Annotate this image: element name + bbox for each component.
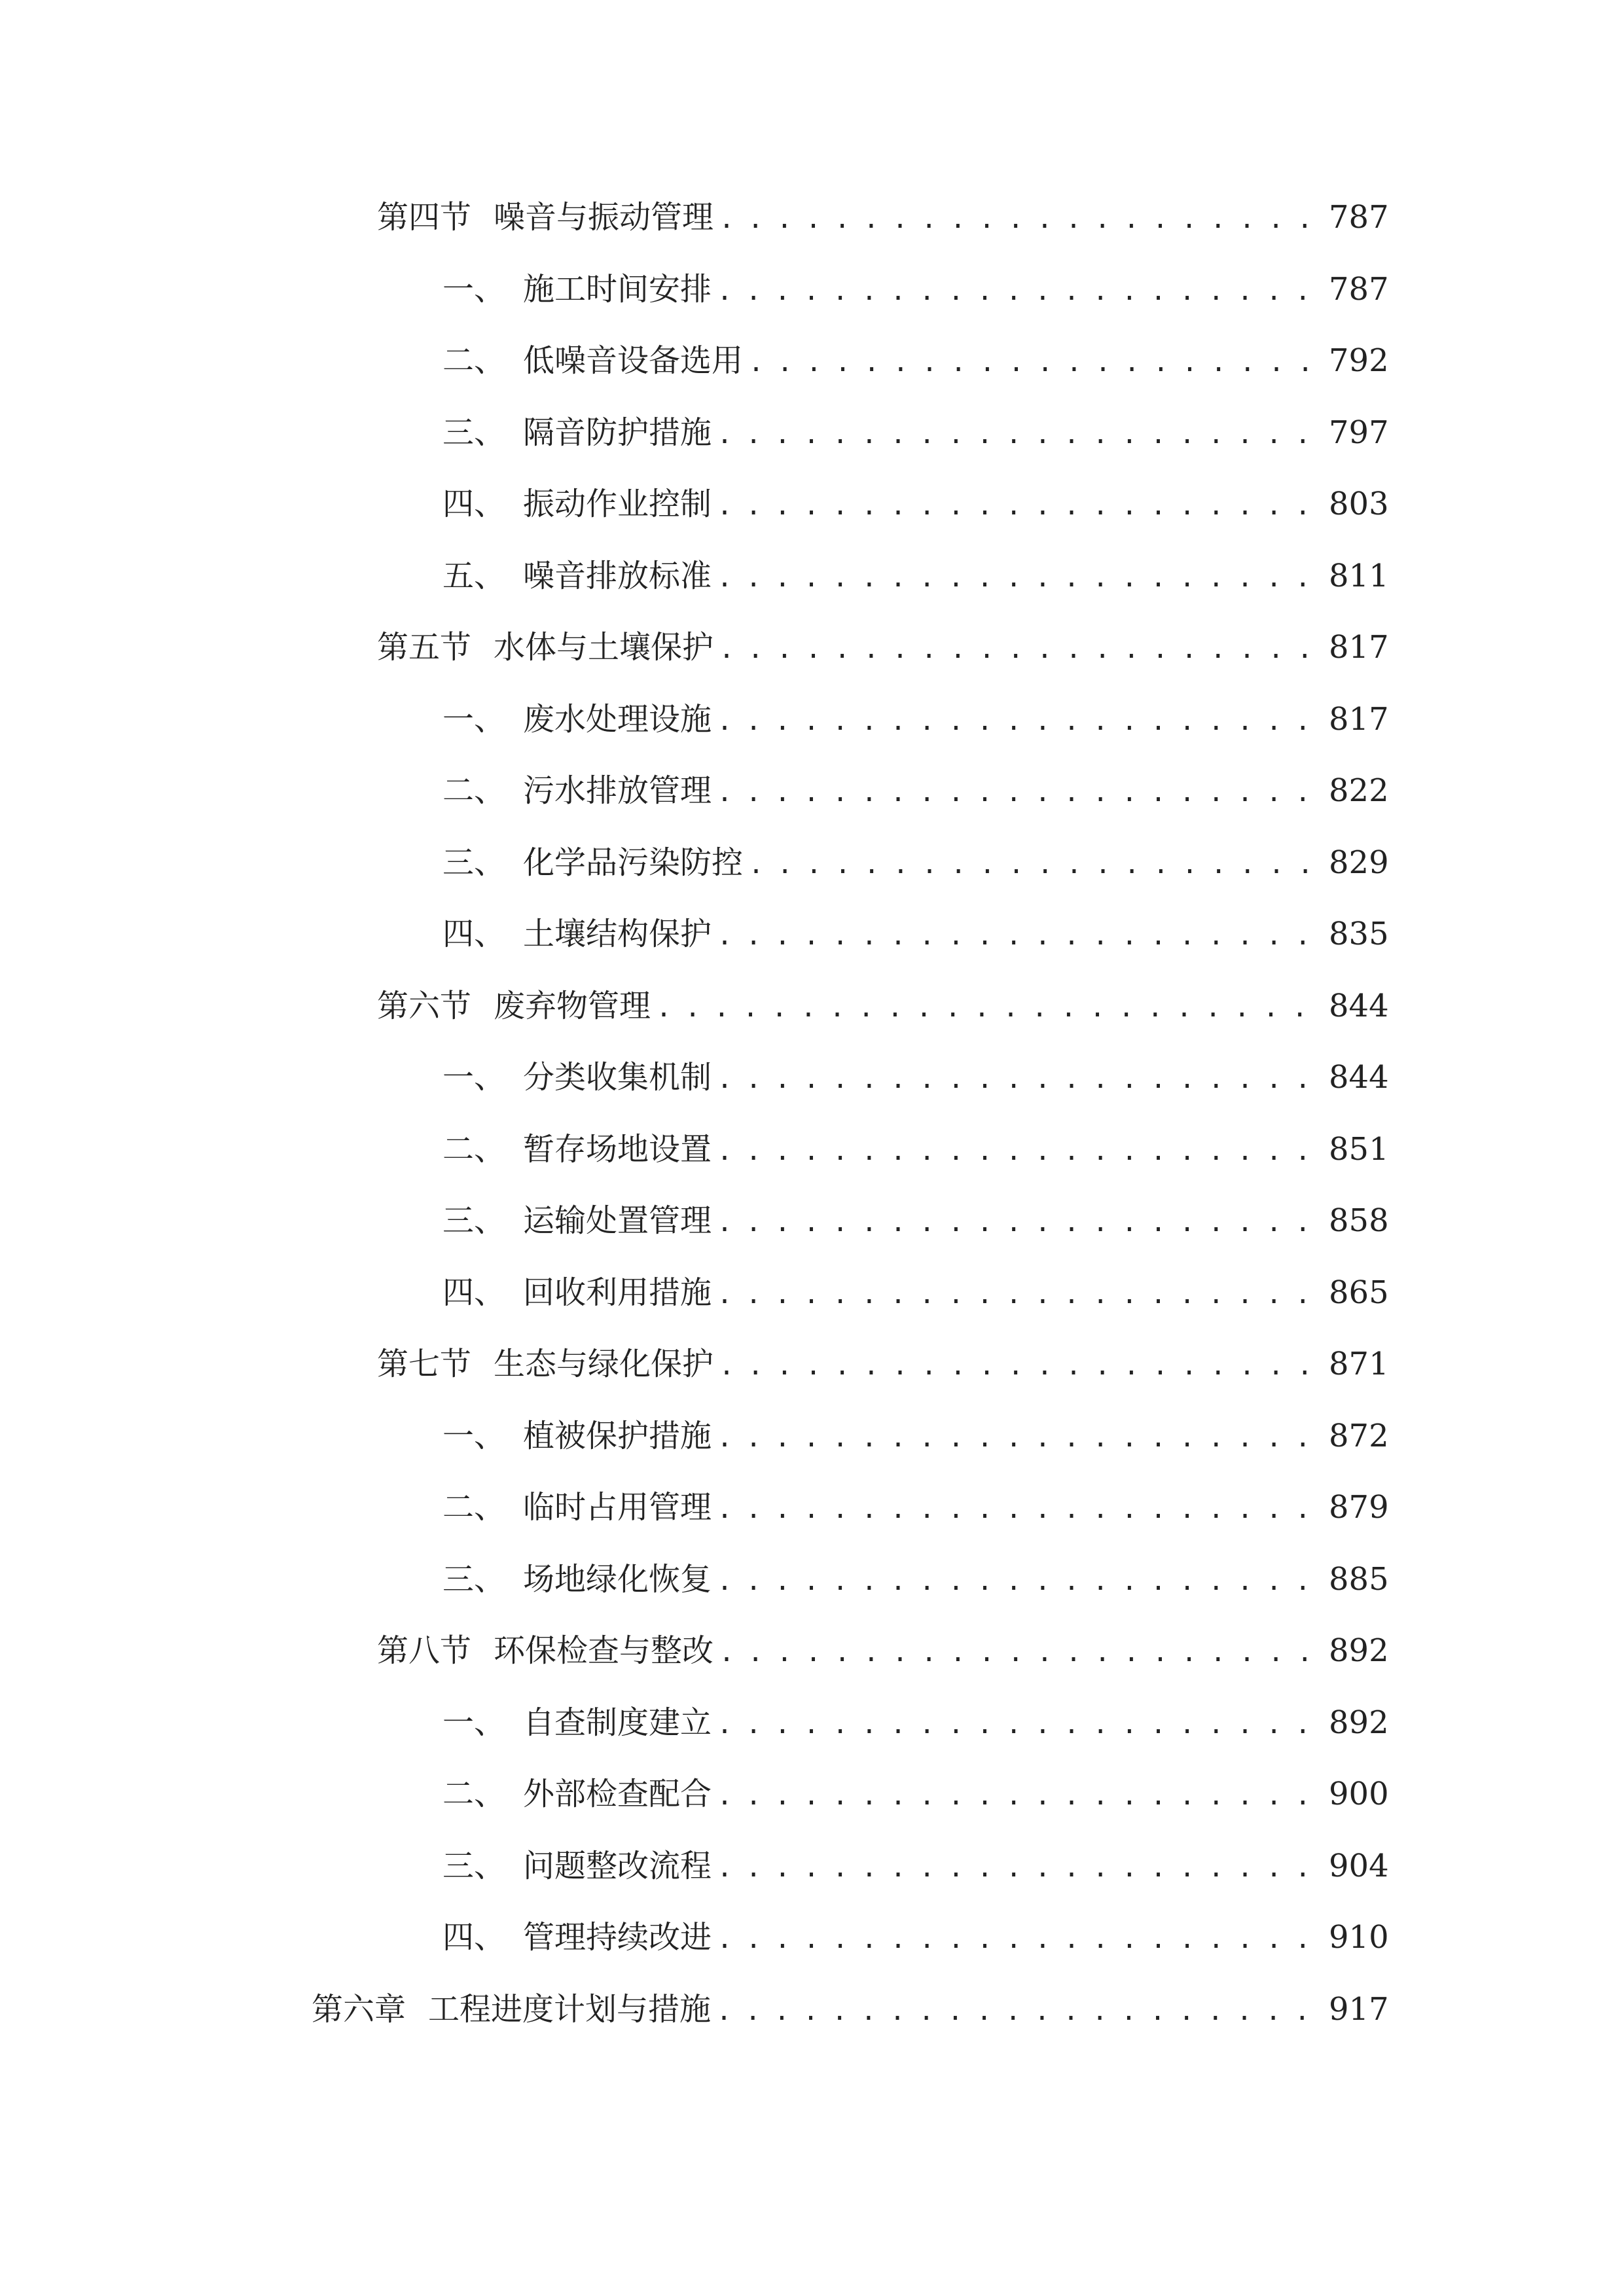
toc-entry-section[interactable] xyxy=(377,986,1389,1026)
dot-leader xyxy=(717,415,1317,454)
toc-entry-title: 临时占用管理 xyxy=(523,1489,712,1526)
toc-page-number: 858 xyxy=(1329,1202,1389,1239)
toc-page-number: 900 xyxy=(1329,1776,1389,1812)
toc-entry-number: 二、 xyxy=(442,1776,506,1812)
dot-leader xyxy=(717,1848,1317,1888)
toc-entry-item[interactable] xyxy=(442,484,1389,524)
toc-page-number: 844 xyxy=(1329,1059,1389,1096)
toc-page-number: 892 xyxy=(1329,1632,1389,1669)
toc-entry-number: 二、 xyxy=(442,342,506,379)
toc-entry-title: 回收利用措施 xyxy=(523,1274,712,1311)
dot-leader xyxy=(717,702,1317,741)
toc-page-number: 871 xyxy=(1329,1346,1389,1382)
dot-leader xyxy=(717,1060,1317,1099)
dot-leader xyxy=(717,1776,1317,1816)
toc-entry-item[interactable] xyxy=(442,270,1389,309)
toc-page-number: 904 xyxy=(1329,1848,1389,1884)
dot-leader xyxy=(719,200,1317,239)
toc-entry-number: 三、 xyxy=(442,1561,506,1598)
toc-entry-title: 植被保护措施 xyxy=(523,1418,712,1454)
toc-entry-item[interactable] xyxy=(442,843,1389,882)
toc-entry-title: 生态与绿化保护 xyxy=(494,1346,714,1382)
toc-page-number: 787 xyxy=(1329,271,1389,308)
dot-leader xyxy=(748,845,1317,884)
toc-entry-number: 四、 xyxy=(442,1919,506,1956)
dot-leader xyxy=(717,1562,1317,1601)
toc-entry-item[interactable] xyxy=(442,1703,1389,1742)
toc-entry-title: 场地绿化恢复 xyxy=(523,1561,712,1598)
toc-entry-number: 第七节 xyxy=(377,1346,472,1382)
toc-page-number: 910 xyxy=(1329,1919,1389,1956)
toc-page-number: 817 xyxy=(1329,701,1389,738)
dot-leader xyxy=(717,1490,1317,1529)
toc-entry-number: 二、 xyxy=(442,772,506,809)
dot-leader xyxy=(719,1633,1317,1672)
toc-entry-title: 振动作业控制 xyxy=(523,486,712,522)
toc-entry-title: 工程进度计划与措施 xyxy=(428,1991,712,2028)
toc-entry-number: 三、 xyxy=(442,414,506,451)
toc-page-number: 792 xyxy=(1329,342,1389,379)
toc-entry-number: 二、 xyxy=(442,1489,506,1526)
toc-entry-section[interactable] xyxy=(377,198,1389,237)
toc-entry-title: 运输处置管理 xyxy=(523,1202,712,1239)
toc-page-number: 892 xyxy=(1329,1704,1389,1741)
toc-entry-item[interactable] xyxy=(442,1774,1389,1814)
toc-entry-title: 问题整改流程 xyxy=(523,1848,712,1884)
dot-leader xyxy=(716,1992,1317,2031)
toc-page-number: 811 xyxy=(1329,558,1389,594)
toc-page-number: 879 xyxy=(1329,1489,1389,1526)
dot-leader xyxy=(717,1275,1317,1314)
dot-leader xyxy=(717,1920,1317,1959)
toc-page-number: 872 xyxy=(1329,1418,1389,1454)
toc-entry-item[interactable] xyxy=(442,1201,1389,1240)
toc-entry-number: 四、 xyxy=(442,486,506,522)
toc-page-number: 797 xyxy=(1329,414,1389,451)
dot-leader xyxy=(717,1418,1317,1458)
toc-entry-item[interactable] xyxy=(442,700,1389,739)
toc-entry-item[interactable] xyxy=(442,771,1389,810)
dot-leader xyxy=(719,630,1317,669)
dot-leader xyxy=(717,558,1317,598)
toc-entry-title: 管理持续改进 xyxy=(523,1919,712,1956)
toc-entry-number: 三、 xyxy=(442,1848,506,1884)
toc-entry-item[interactable] xyxy=(442,1918,1389,1957)
toc-page-number: 817 xyxy=(1329,629,1389,666)
toc-entry-title: 隔音防护措施 xyxy=(523,414,712,451)
toc-entry-item[interactable] xyxy=(442,413,1389,452)
toc-entry-number: 二、 xyxy=(442,1131,506,1168)
dot-leader xyxy=(717,486,1317,526)
dot-leader xyxy=(717,1705,1317,1744)
dot-leader xyxy=(717,272,1317,311)
toc-entry-number: 一、 xyxy=(442,1704,506,1741)
dot-leader xyxy=(717,1203,1317,1242)
toc-entry-title: 土壤结构保护 xyxy=(523,916,712,952)
toc-page-number: 829 xyxy=(1329,844,1389,881)
toc-page-number: 865 xyxy=(1329,1274,1389,1311)
dot-leader xyxy=(717,916,1317,956)
toc-page-number: 885 xyxy=(1329,1561,1389,1598)
toc-entry-item[interactable] xyxy=(442,1416,1389,1456)
toc-page-number: 835 xyxy=(1329,916,1389,952)
toc-entry-number: 一、 xyxy=(442,1418,506,1454)
toc-entry-number: 一、 xyxy=(442,1059,506,1096)
toc-entry-title: 污水排放管理 xyxy=(523,772,712,809)
toc-entry-title: 施工时间安排 xyxy=(523,271,712,308)
toc-page-number: 787 xyxy=(1329,199,1389,236)
toc-entry-number: 五、 xyxy=(442,558,506,594)
toc-entry-section[interactable] xyxy=(377,1344,1389,1384)
toc-entry-title: 分类收集机制 xyxy=(523,1059,712,1096)
toc-entry-number: 一、 xyxy=(442,271,506,308)
toc-entry-title: 噪音排放标准 xyxy=(523,558,712,594)
toc-entry-item[interactable] xyxy=(442,1273,1389,1312)
toc-entry-item[interactable] xyxy=(442,914,1389,954)
toc-entry-title: 化学品污染防控 xyxy=(523,844,744,881)
toc-entry-number: 四、 xyxy=(442,916,506,952)
toc-entry-number: 第四节 xyxy=(377,199,472,236)
toc-entry-number: 一、 xyxy=(442,701,506,738)
toc-entry-title: 废弃物管理 xyxy=(494,988,651,1024)
toc-entry-item[interactable] xyxy=(442,1130,1389,1169)
toc-entry-title: 废水处理设施 xyxy=(523,701,712,738)
toc-entry-item[interactable] xyxy=(442,1560,1389,1599)
toc-entry-chapter[interactable] xyxy=(312,1990,1389,2029)
dot-leader xyxy=(719,1346,1317,1386)
toc-entry-number: 三、 xyxy=(442,1202,506,1239)
toc-entry-title: 环保检查与整改 xyxy=(494,1632,714,1669)
toc-entry-title: 自查制度建立 xyxy=(523,1704,712,1741)
toc-page-number: 917 xyxy=(1329,1991,1389,2028)
toc-entry-number: 第八节 xyxy=(377,1632,472,1669)
dot-leader xyxy=(717,1132,1317,1171)
toc-page-number: 851 xyxy=(1329,1131,1389,1168)
dot-leader xyxy=(717,773,1317,812)
toc-entry-title: 水体与土壤保护 xyxy=(494,629,714,666)
toc-entry-item[interactable] xyxy=(442,341,1389,380)
toc-entry-number: 第六章 xyxy=(312,1991,406,2028)
dot-leader xyxy=(748,343,1317,382)
toc-page-number: 822 xyxy=(1329,772,1389,809)
toc-entry-item[interactable] xyxy=(442,1488,1389,1527)
toc-entry-title: 噪音与振动管理 xyxy=(494,199,714,236)
dot-leader xyxy=(656,988,1317,1028)
toc-entry-title: 外部检查配合 xyxy=(523,1776,712,1812)
toc-entry-number: 三、 xyxy=(442,844,506,881)
toc-page-number: 844 xyxy=(1329,988,1389,1024)
toc-entry-item[interactable] xyxy=(442,1058,1389,1097)
toc-entry-number: 第六节 xyxy=(377,988,472,1024)
toc-entry-item[interactable] xyxy=(442,1846,1389,1886)
toc-entry-section[interactable] xyxy=(377,628,1389,667)
toc-entry-title: 暂存场地设置 xyxy=(523,1131,712,1168)
toc-entry-number: 第五节 xyxy=(377,629,472,666)
toc-entry-section[interactable] xyxy=(377,1631,1389,1670)
toc-page-number: 803 xyxy=(1329,486,1389,522)
toc-entry-title: 低噪音设备选用 xyxy=(523,342,744,379)
toc-entry-item[interactable] xyxy=(442,556,1389,596)
toc-entry-number: 四、 xyxy=(442,1274,506,1311)
